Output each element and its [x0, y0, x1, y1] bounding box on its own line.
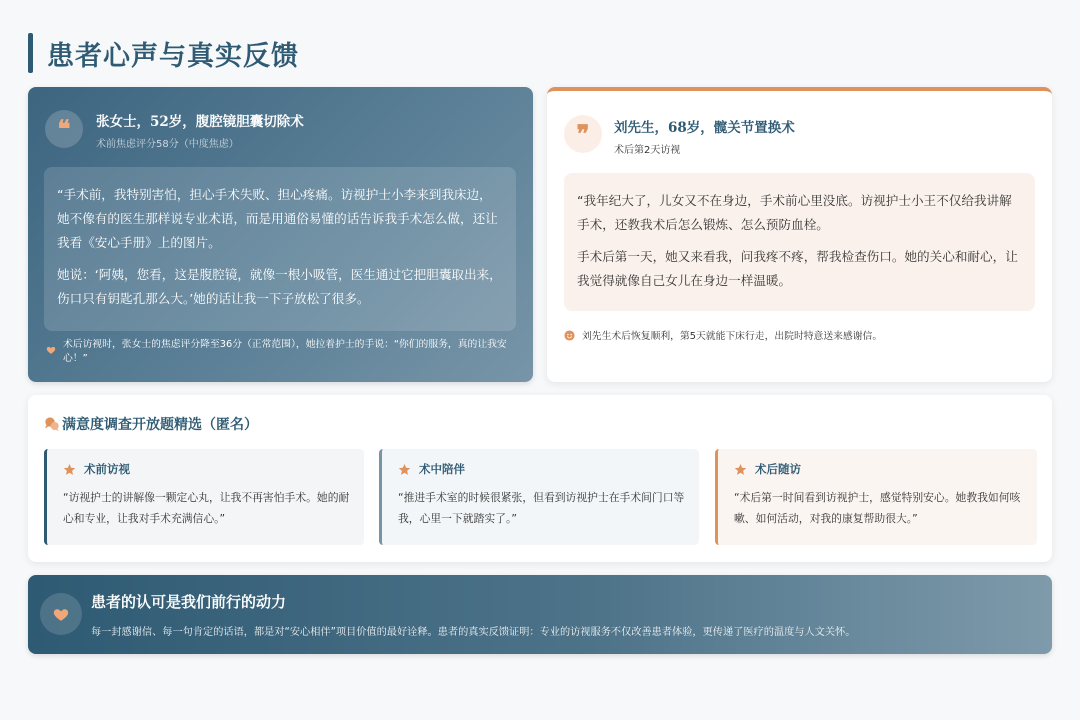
patient-name: 张女士，52岁，腹腔镜胆囊切除术: [96, 114, 304, 130]
testimonial-footer: [46, 338, 516, 366]
patient-name: 刘先生，68岁，髋关节置换术: [614, 120, 795, 136]
survey-item-intraop: [379, 449, 699, 545]
survey-item-text: “术后第一时间看到访视护士，感觉特别安心。她教我如何咳嗽、如何活动，对我的康复帮助很大。”: [734, 491, 1021, 525]
page-title: 患者心声与真实反馈: [47, 40, 299, 72]
testimonial-footer: [564, 328, 882, 342]
survey-card: [28, 395, 1052, 562]
footer-text: 术后访视时，张女士的焦虑评分降至36分（正常范围），她拉着护士的手说：“你们的服务，真的让我安心！”: [63, 339, 507, 364]
quote-paragraph: 手术后第一天，她又来看我，问我疼不疼，帮我检查伤口。她的关心和耐心，让我觉得就像自己女儿在身边一样温暖。: [577, 249, 1018, 288]
survey-item-preop: [44, 449, 364, 545]
title-accent-bar: [28, 33, 33, 73]
star-icon: [734, 463, 747, 476]
survey-item-text: “访视护士的讲解像一颗定心丸，让我不再害怕手术。她的耐心和专业，让我对手术充满信心。”: [63, 491, 350, 525]
testimonial-card-zhang: [28, 87, 533, 382]
survey-item-header: [734, 461, 1023, 477]
testimonial-card-liu: [547, 87, 1052, 382]
summary-banner: [28, 575, 1052, 654]
survey-item-label: 术中陪伴: [419, 462, 465, 476]
survey-item-header: [63, 461, 350, 477]
banner-title: 患者的认可是我们前行的动力: [91, 593, 287, 611]
heart-icon: [52, 606, 70, 623]
quote-paragraph: 她说：‘阿姨，您看，这是腹腔镜，就像一根小吸管，医生通过它把胆囊取出来，伤口只有钥匙孔那么大。’她的话让我一下子放松了很多。: [57, 267, 502, 306]
heart-icon: [46, 345, 56, 355]
quote-icon: [45, 110, 83, 148]
star-icon: [398, 463, 411, 476]
chat-bubbles-icon: [44, 416, 60, 432]
survey-item-label: 术后随访: [755, 462, 801, 476]
patient-subtitle: 术后第2天访视: [614, 145, 681, 156]
testimonial-quote: [564, 173, 1035, 311]
page-header: [28, 33, 299, 73]
quote-mark: ❞: [576, 119, 590, 148]
star-icon: [63, 463, 76, 476]
survey-item-label: 术前访视: [84, 462, 130, 476]
survey-item-header: [398, 461, 685, 477]
quote-mark: ❝: [57, 114, 71, 143]
banner-icon-circle: [40, 593, 82, 635]
survey-title: 满意度调查开放题精选（匿名）: [62, 417, 258, 433]
quote-paragraph: “我年纪大了，儿女又不在身边，手术前心里没底。访视护士小王不仅给我讲解手术，还教我术后怎么锻炼、怎么预防血栓。: [577, 193, 1012, 232]
survey-item-postop: [715, 449, 1037, 545]
footer-text: 刘先生术后恢复顺利，第5天就能下床行走，出院时特意送来感谢信。: [582, 331, 883, 342]
quote-paragraph: “手术前，我特别害怕，担心手术失败、担心疼痛。访视护士小李来到我床边，她不像有的医生那样说专业术语，而是用通俗易懂的话告诉我手术怎么做，还让我看《安心手册》上的图片。: [57, 187, 498, 250]
banner-text: 每一封感谢信、每一句肯定的话语，都是对“安心相伴”项目价值的最好诠释。患者的真实反馈证明：专业的访视服务不仅改善患者体验，更传递了医疗的温度与人文关怀。: [91, 627, 856, 638]
survey-header: [44, 414, 258, 434]
patient-subtitle: 术前焦虑评分58分（中度焦虑）: [96, 139, 239, 150]
smile-icon: [564, 330, 575, 341]
quote-icon: [564, 115, 602, 153]
testimonial-quote: [44, 167, 516, 331]
survey-item-text: “推进手术室的时候很紧张，但看到访视护士在手术间门口等我，心里一下就踏实了。”: [398, 491, 685, 525]
